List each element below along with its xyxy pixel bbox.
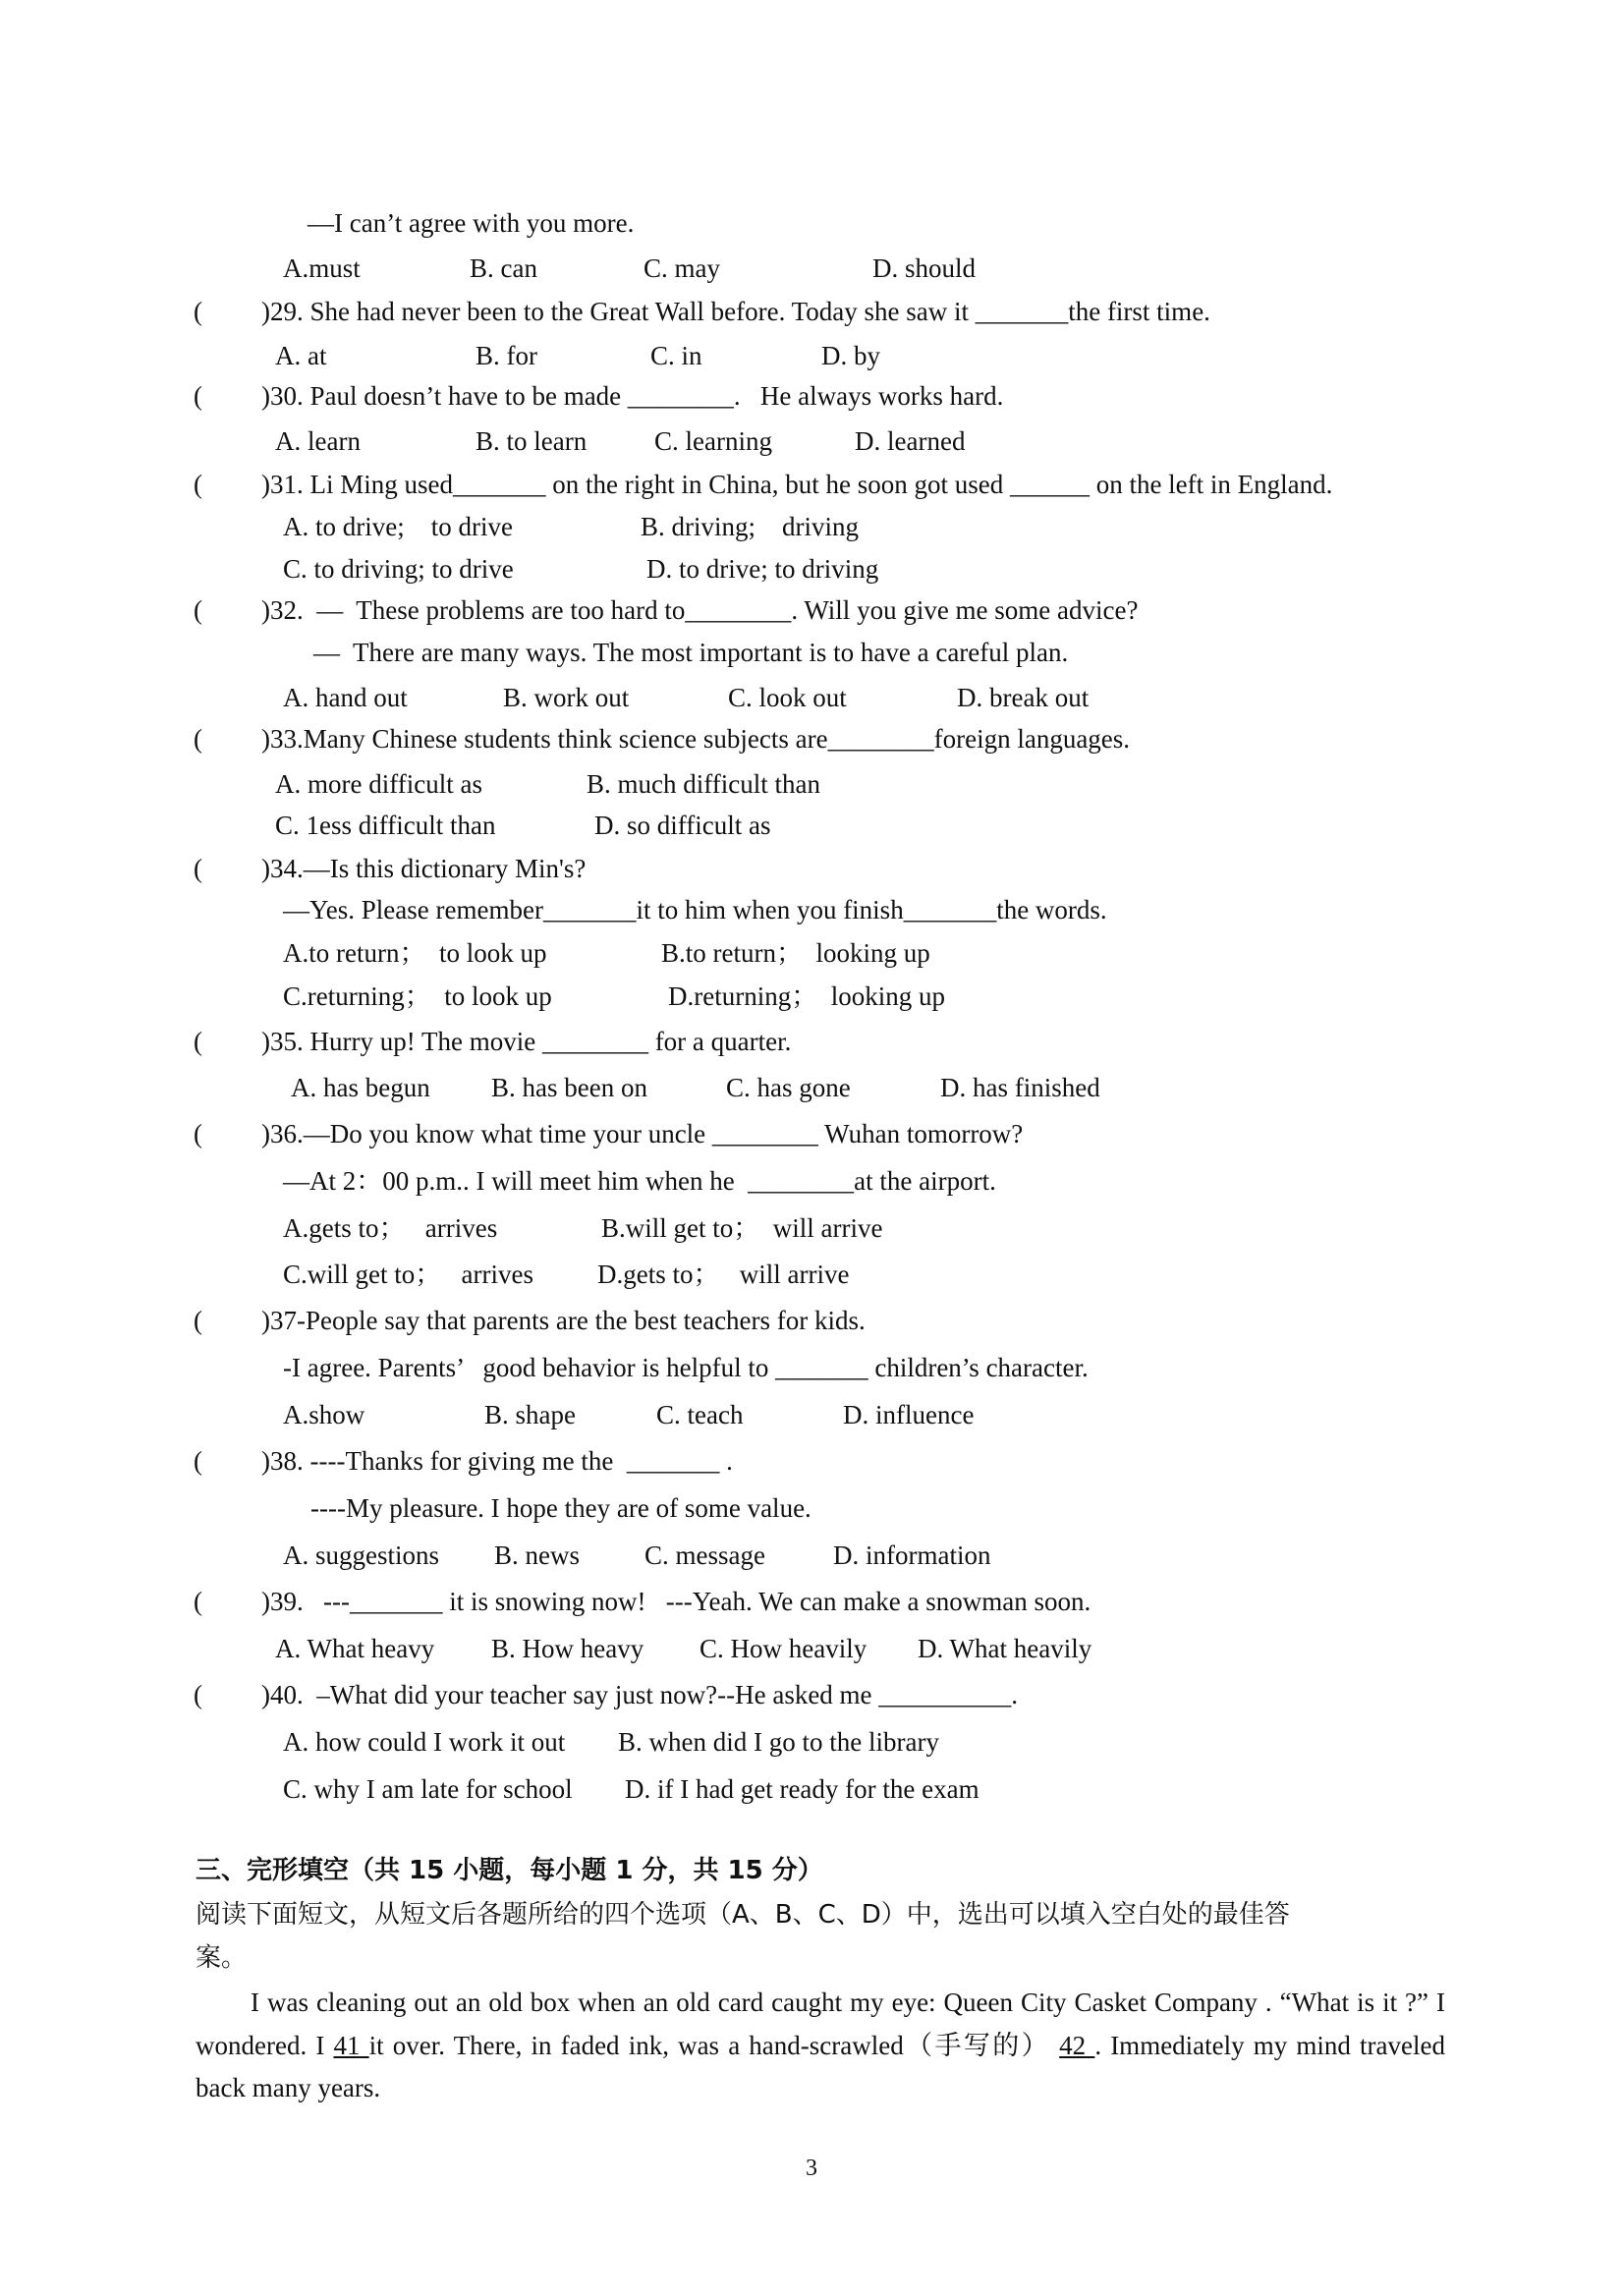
q38-option-b: B. news bbox=[494, 1540, 580, 1570]
q28-reply: —I can’t agree with you more. bbox=[308, 208, 635, 238]
q31-paren: ( bbox=[194, 470, 202, 499]
q32-option-a: A. hand out bbox=[283, 683, 408, 712]
q31-option-a: A. to drive; to drive bbox=[283, 512, 513, 541]
q38-sub: ----My pleasure. I hope they are of some value. bbox=[310, 1493, 812, 1523]
q28-option-d: D. should bbox=[872, 253, 977, 283]
passage-part3: . Immediately my mind traveled back many years. bbox=[196, 2030, 1445, 2102]
q37-option-b: B. shape bbox=[484, 1400, 576, 1429]
q33-option-c: C. 1ess difficult than bbox=[275, 811, 496, 840]
q31-stem: )31. Li Ming used_______ on the right in China, but he soon got used ______ on the left in England. bbox=[261, 470, 1333, 499]
q34-sub: —Yes. Please remember_______it to him when you finish_______the words. bbox=[283, 895, 1107, 924]
q30-option-d: D. learned bbox=[855, 426, 966, 456]
q35-option-d: D. has finished bbox=[940, 1073, 1100, 1102]
blank-41: 41 bbox=[333, 2030, 369, 2060]
q34-option-d: D.returning； looking up bbox=[668, 981, 945, 1011]
q30-option-a: A. learn bbox=[275, 426, 361, 456]
q28-option-a: A.must bbox=[283, 253, 361, 283]
q29-option-a: A. at bbox=[275, 341, 327, 370]
q34-option-a: A.to return； to look up bbox=[283, 938, 547, 968]
q36-stem: )36.—Do you know what time your uncle ________ Wuhan tomorrow? bbox=[261, 1119, 1024, 1148]
section3-instruction-line1: 阅读下面短文，从短文后各题所给的四个选项（A、B、C、D）中，选出可以填入空白处的最佳答 bbox=[196, 1900, 1290, 1930]
q34-option-b: B.to return； looking up bbox=[661, 938, 930, 968]
q29-paren: ( bbox=[194, 297, 202, 326]
blank-42: 42 bbox=[1059, 2030, 1095, 2060]
q37-stem: )37-People say that parents are the best teachers for kids. bbox=[261, 1306, 866, 1335]
q29-option-b: B. for bbox=[476, 341, 537, 370]
q35-stem: )35. Hurry up! The movie ________ for a quarter. bbox=[261, 1027, 792, 1056]
q36-option-c: C.will get to； arrives bbox=[283, 1260, 533, 1289]
q36-paren: ( bbox=[194, 1119, 202, 1148]
q40-option-d: D. if I had get ready for the exam bbox=[625, 1774, 979, 1804]
q32-option-b: B. work out bbox=[503, 683, 630, 712]
q35-option-a: A. has begun bbox=[291, 1073, 430, 1102]
q31-option-d: D. to drive; to driving bbox=[646, 554, 879, 584]
q39-option-a: A. What heavy bbox=[275, 1634, 435, 1663]
q38-option-c: C. message bbox=[644, 1540, 765, 1570]
q35-paren: ( bbox=[194, 1027, 202, 1056]
q38-option-a: A. suggestions bbox=[283, 1540, 440, 1570]
section3-instruction-line2: 案。 bbox=[196, 1943, 248, 1973]
q29-stem: )29. She had never been to the Great Wall before. Today she saw it _______the first time. bbox=[261, 297, 1210, 326]
q32-paren: ( bbox=[194, 595, 202, 625]
passage-part1: I was cleaning out an old box when an old card caught my eye: Queen City Casket Company . “What is it ?” I wondered. I bbox=[196, 1988, 1445, 2060]
q34-stem: )34.—Is this dictionary Min's? bbox=[261, 854, 587, 883]
q38-stem: )38. ----Thanks for giving me the _______ . bbox=[261, 1446, 733, 1476]
page-number: 3 bbox=[806, 2156, 817, 2181]
q40-option-b: B. when did I go to the library bbox=[618, 1727, 939, 1757]
q32-option-d: D. break out bbox=[957, 683, 1090, 712]
q40-option-c: C. why I am late for school bbox=[283, 1774, 573, 1804]
q31-option-c: C. to driving; to drive bbox=[283, 554, 514, 584]
q40-option-a: A. how could I work it out bbox=[283, 1727, 566, 1757]
q31-option-b: B. driving; driving bbox=[641, 512, 859, 541]
q38-paren: ( bbox=[194, 1446, 202, 1476]
q40-stem: )40. –What did your teacher say just now?--He asked me __________. bbox=[261, 1680, 1019, 1709]
q33-option-a: A. more difficult as bbox=[275, 769, 482, 799]
q29-option-c: C. in bbox=[650, 341, 702, 370]
q34-option-c: C.returning； to look up bbox=[283, 981, 552, 1011]
q33-option-b: B. much difficult than bbox=[587, 769, 820, 799]
q40-paren: ( bbox=[194, 1680, 202, 1709]
q37-option-a: A.show bbox=[283, 1400, 365, 1429]
q36-option-a: A.gets to； arrives bbox=[283, 1213, 498, 1243]
q33-paren: ( bbox=[194, 724, 202, 754]
q37-option-d: D. influence bbox=[843, 1400, 975, 1429]
q34-paren: ( bbox=[194, 854, 202, 883]
q28-option-c: C. may bbox=[644, 253, 720, 283]
q33-option-d: D. so difficult as bbox=[594, 811, 771, 840]
q38-option-d: D. information bbox=[833, 1540, 991, 1570]
q36-sub: —At 2：00 p.m.. I will meet him when he ________at the airport. bbox=[283, 1166, 996, 1196]
q33-stem: )33.Many Chinese students think science subjects are________foreign languages. bbox=[261, 724, 1131, 754]
q37-paren: ( bbox=[194, 1306, 202, 1335]
q30-paren: ( bbox=[194, 381, 202, 411]
q39-option-b: B. How heavy bbox=[491, 1634, 644, 1663]
q36-option-b: B.will get to； will arrive bbox=[601, 1213, 883, 1243]
section3-heading: 三、完形填空（共 15 小题，每小题 1 分，共 15 分） bbox=[196, 1856, 823, 1885]
q35-option-c: C. has gone bbox=[726, 1073, 851, 1102]
passage-part2: it over. There, in faded ink, was a hand-scrawled（手写的） bbox=[368, 2030, 1060, 2060]
q36-option-d: D.gets to； will arrive bbox=[597, 1260, 850, 1289]
q35-option-b: B. has been on bbox=[491, 1073, 647, 1102]
q30-option-c: C. learning bbox=[654, 426, 772, 456]
q28-option-b: B. can bbox=[470, 253, 537, 283]
q39-option-c: C. How heavily bbox=[700, 1634, 867, 1663]
cloze-passage bbox=[196, 1982, 1445, 2110]
q29-option-d: D. by bbox=[821, 341, 880, 370]
q30-stem: )30. Paul doesn’t have to be made ________. He always works hard. bbox=[261, 381, 1004, 411]
q30-option-b: B. to learn bbox=[476, 426, 588, 456]
q32-sub: — There are many ways. The most important is to have a careful plan. bbox=[313, 638, 1069, 667]
q39-option-d: D. What heavily bbox=[918, 1634, 1092, 1663]
q37-sub: -I agree. Parents’ good behavior is helpful to _______ children’s character. bbox=[283, 1353, 1089, 1382]
q39-paren: ( bbox=[194, 1587, 202, 1616]
q37-option-c: C. teach bbox=[656, 1400, 744, 1429]
q39-stem: )39. ---_______ it is snowing now! ---Yeah. We can make a snowman soon. bbox=[261, 1587, 1091, 1616]
q32-option-c: C. look out bbox=[728, 683, 847, 712]
q32-stem: )32. — These problems are too hard to________. Will you give me some advice? bbox=[261, 595, 1139, 625]
